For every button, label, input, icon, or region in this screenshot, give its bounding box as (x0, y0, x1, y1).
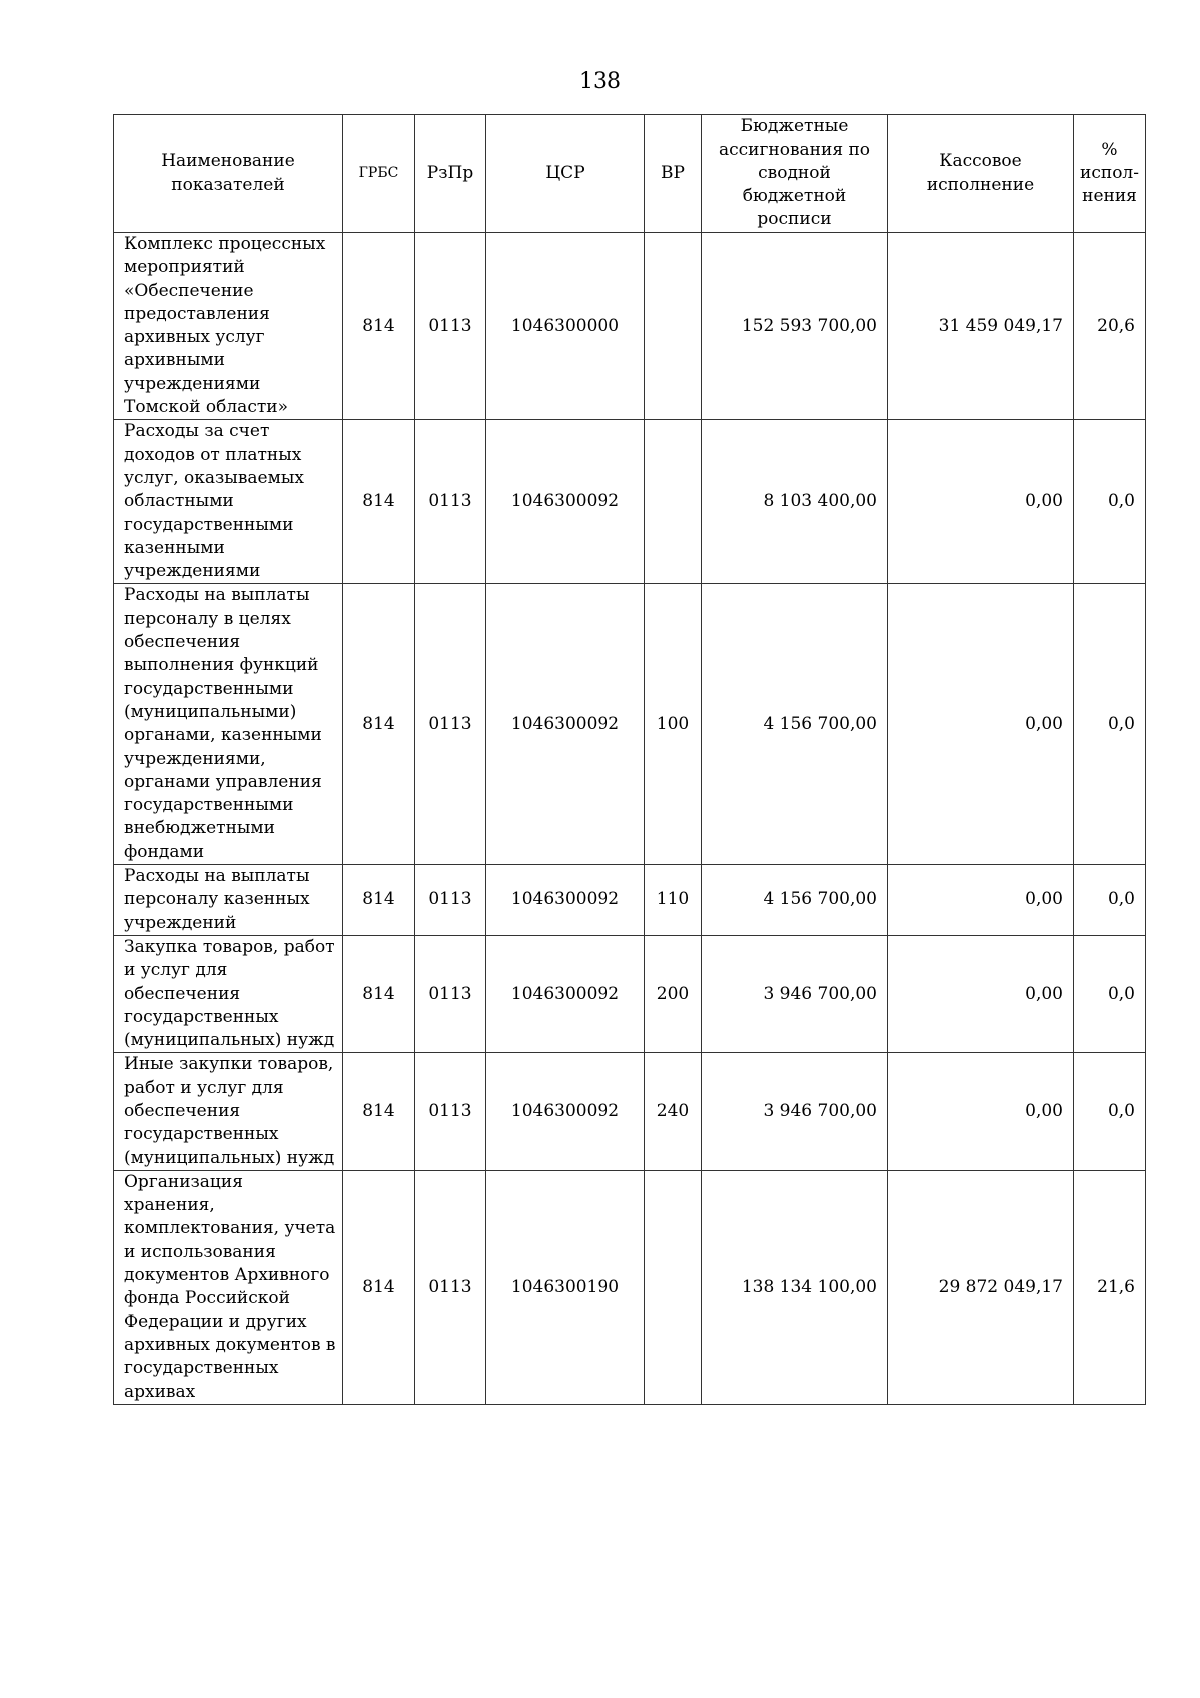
cell-rzpr: 0113 (415, 233, 486, 420)
cell-vr (645, 233, 702, 420)
budget-execution-table (113, 114, 1146, 1405)
cell-csr: 1046300190 (486, 1170, 645, 1404)
cell-grbs: 814 (343, 420, 415, 584)
header-cash-execution: Кассовое исполнение (888, 115, 1074, 233)
cell-execution-percent: 0,0 (1074, 865, 1146, 936)
cell-rzpr: 0113 (415, 420, 486, 584)
header-grbs: ГРБС (343, 115, 415, 233)
cell-execution-percent: 0,0 (1074, 584, 1146, 865)
cell-execution-percent: 21,6 (1074, 1170, 1146, 1404)
table-row (114, 584, 1146, 865)
cell-cash-execution: 0,00 (888, 584, 1074, 865)
cell-name: Расходы на выплаты персоналу казенных учреждений (114, 865, 343, 936)
cell-grbs: 814 (343, 233, 415, 420)
header-name: Наименование показателей (114, 115, 343, 233)
cell-vr: 100 (645, 584, 702, 865)
cell-csr: 1046300000 (486, 233, 645, 420)
cell-grbs: 814 (343, 935, 415, 1052)
cell-grbs: 814 (343, 865, 415, 936)
cell-vr: 240 (645, 1053, 702, 1170)
cell-grbs: 814 (343, 1170, 415, 1404)
cell-execution-percent: 0,0 (1074, 420, 1146, 584)
cell-budget-assignments: 4 156 700,00 (702, 865, 888, 936)
table-row (114, 233, 1146, 420)
cell-rzpr: 0113 (415, 1170, 486, 1404)
cell-name: Организация хранения, комплектования, учета и использования документов Архивного фонда Российской Федерации и других архивных документов в государственных архивах (114, 1170, 343, 1404)
cell-name: Расходы за счет доходов от платных услуг, оказываемых областными государственными казенными учреждениями (114, 420, 343, 584)
cell-csr: 1046300092 (486, 584, 645, 865)
cell-vr (645, 1170, 702, 1404)
header-rzpr: РзПр (415, 115, 486, 233)
cell-budget-assignments: 152 593 700,00 (702, 233, 888, 420)
cell-budget-assignments: 3 946 700,00 (702, 1053, 888, 1170)
cell-name: Расходы на выплаты персоналу в целях обеспечения выполнения функций государственными (муниципальными) органами, казенными учреждениями, органами управления государственными внебюджетными фондами (114, 584, 343, 865)
table-header-row (114, 115, 1146, 233)
cell-vr: 110 (645, 865, 702, 936)
table-row (114, 1170, 1146, 1404)
cell-name: Комплекс процессных мероприятий «Обеспечение предоставления архивных услуг архивными учреждениями Томской области» (114, 233, 343, 420)
table-body (114, 233, 1146, 1405)
cell-csr: 1046300092 (486, 935, 645, 1052)
table-row (114, 1053, 1146, 1170)
cell-vr (645, 420, 702, 584)
header-execution-percent: % испол-нения (1074, 115, 1146, 233)
cell-cash-execution: 0,00 (888, 1053, 1074, 1170)
header-csr: ЦСР (486, 115, 645, 233)
table-row (114, 420, 1146, 584)
page-number: 138 (579, 69, 621, 94)
cell-cash-execution: 31 459 049,17 (888, 233, 1074, 420)
cell-grbs: 814 (343, 584, 415, 865)
cell-budget-assignments: 138 134 100,00 (702, 1170, 888, 1404)
table-row (114, 935, 1146, 1052)
cell-grbs: 814 (343, 1053, 415, 1170)
header-budget-assignments: Бюджетные ассигнования по сводной бюджетной росписи (702, 115, 888, 233)
cell-rzpr: 0113 (415, 584, 486, 865)
cell-execution-percent: 20,6 (1074, 233, 1146, 420)
cell-cash-execution: 0,00 (888, 420, 1074, 584)
cell-rzpr: 0113 (415, 1053, 486, 1170)
cell-cash-execution: 0,00 (888, 865, 1074, 936)
cell-budget-assignments: 4 156 700,00 (702, 584, 888, 865)
cell-csr: 1046300092 (486, 865, 645, 936)
cell-csr: 1046300092 (486, 420, 645, 584)
cell-rzpr: 0113 (415, 935, 486, 1052)
cell-rzpr: 0113 (415, 865, 486, 936)
header-vr: ВР (645, 115, 702, 233)
cell-execution-percent: 0,0 (1074, 1053, 1146, 1170)
cell-csr: 1046300092 (486, 1053, 645, 1170)
cell-name: Закупка товаров, работ и услуг для обеспечения государственных (муниципальных) нужд (114, 935, 343, 1052)
cell-budget-assignments: 3 946 700,00 (702, 935, 888, 1052)
cell-cash-execution: 29 872 049,17 (888, 1170, 1074, 1404)
table-row (114, 865, 1146, 936)
cell-budget-assignments: 8 103 400,00 (702, 420, 888, 584)
cell-execution-percent: 0,0 (1074, 935, 1146, 1052)
cell-vr: 200 (645, 935, 702, 1052)
cell-name: Иные закупки товаров, работ и услуг для обеспечения государственных (муниципальных) нужд (114, 1053, 343, 1170)
cell-cash-execution: 0,00 (888, 935, 1074, 1052)
